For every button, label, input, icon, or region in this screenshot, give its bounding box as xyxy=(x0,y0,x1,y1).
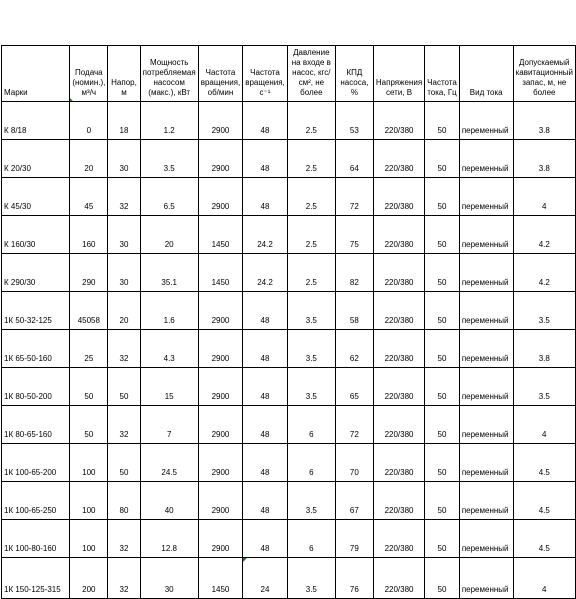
cell-efficiency[interactable]: 75 xyxy=(335,216,373,254)
header-voltage[interactable]: Напряжения сети, В xyxy=(373,46,424,102)
cell-speed-rps[interactable]: 48 xyxy=(243,368,288,406)
table-row xyxy=(2,482,576,520)
cell-pressure[interactable]: 3.5 xyxy=(287,482,335,520)
cell-pressure[interactable]: 6 xyxy=(287,444,335,482)
cell-npsh[interactable]: 4.5 xyxy=(513,482,575,520)
cell-frequency[interactable]: 50 xyxy=(425,444,460,482)
cell-brand[interactable]: 1К 80-65-160 xyxy=(2,406,70,444)
cell-pressure[interactable]: 3.5 xyxy=(287,330,335,368)
cell-speed-rps[interactable]: 48 xyxy=(243,330,288,368)
cell-speed-rps[interactable]: 48 xyxy=(243,292,288,330)
cell-frequency[interactable]: 50 xyxy=(425,520,460,558)
cell-efficiency[interactable]: 72 xyxy=(335,178,373,216)
cell-marker-icon xyxy=(243,558,247,562)
header-row xyxy=(2,46,576,102)
cell-frequency[interactable]: 50 xyxy=(425,292,460,330)
cell-frequency[interactable]: 50 xyxy=(425,368,460,406)
table-row xyxy=(2,368,576,406)
cell-brand[interactable]: К 8/18 xyxy=(2,102,70,140)
cell-speed-rps[interactable]: 24.2 xyxy=(243,254,288,292)
cell-efficiency[interactable]: 62 xyxy=(335,330,373,368)
cell-voltage[interactable]: 220/380 xyxy=(373,140,424,178)
cell-frequency[interactable]: 50 xyxy=(425,216,460,254)
header-brand[interactable]: Марки xyxy=(2,46,70,102)
cell-brand[interactable]: К 160/30 xyxy=(2,216,70,254)
cell-frequency[interactable]: 50 xyxy=(425,140,460,178)
cell-npsh[interactable]: 3.8 xyxy=(513,140,575,178)
cell-pressure[interactable]: 3.5 xyxy=(287,292,335,330)
cell-pressure[interactable]: 2.5 xyxy=(287,102,335,140)
cell-power[interactable]: 4.3 xyxy=(140,330,198,368)
table-row xyxy=(2,330,576,368)
cell-efficiency[interactable]: 53 xyxy=(335,102,373,140)
cell-head[interactable]: 20 xyxy=(108,292,140,330)
cell-speed[interactable]: 2900 xyxy=(198,406,243,444)
cell-speed-rps[interactable]: 24.2 xyxy=(243,216,288,254)
cell-brand[interactable]: 1К 150-125-315 xyxy=(2,558,70,599)
table-row xyxy=(2,102,576,140)
cell-efficiency[interactable]: 58 xyxy=(335,292,373,330)
cell-speed[interactable]: 1450 xyxy=(198,216,243,254)
header-pressure[interactable]: Давление на входе в насос, кгс/см², не более xyxy=(287,46,335,102)
cell-speed-rps[interactable]: 48 xyxy=(243,406,288,444)
cell-head[interactable]: 32 xyxy=(108,330,140,368)
cell-power[interactable]: 12.8 xyxy=(140,520,198,558)
cell-voltage[interactable]: 220/380 xyxy=(373,520,424,558)
cell-pressure[interactable]: 2.5 xyxy=(287,216,335,254)
cell-speed[interactable]: 2900 xyxy=(198,292,243,330)
cell-speed-rps[interactable]: 48 xyxy=(243,178,288,216)
cell-voltage[interactable]: 220/380 xyxy=(373,482,424,520)
cell-current-type[interactable]: переменный xyxy=(459,558,513,599)
cell-flow[interactable]: 50 xyxy=(70,406,108,444)
cell-current-type[interactable]: переменный xyxy=(459,330,513,368)
cell-efficiency[interactable]: 82 xyxy=(335,254,373,292)
cell-npsh[interactable]: 4.5 xyxy=(513,520,575,558)
header-npsh[interactable]: Допускаемый кавитационный запас, м, не более xyxy=(513,46,575,102)
cell-power[interactable]: 24.5 xyxy=(140,444,198,482)
cell-efficiency[interactable]: 70 xyxy=(335,444,373,482)
cell-pressure[interactable]: 3.5 xyxy=(287,368,335,406)
cell-power[interactable]: 6.5 xyxy=(140,178,198,216)
cell-power[interactable]: 40 xyxy=(140,482,198,520)
cell-npsh[interactable]: 3.8 xyxy=(513,102,575,140)
cell-brand[interactable]: К 45/30 xyxy=(2,178,70,216)
cell-brand[interactable]: К 20/30 xyxy=(2,140,70,178)
cell-pressure[interactable]: 2.5 xyxy=(287,178,335,216)
header-head[interactable]: Напор, м xyxy=(108,46,140,102)
cell-power[interactable]: 3.5 xyxy=(140,140,198,178)
cell-brand[interactable]: 1К 65-50-160 xyxy=(2,330,70,368)
cell-speed-rps[interactable]: 48 xyxy=(243,102,288,140)
cell-speed[interactable]: 2900 xyxy=(198,444,243,482)
cell-npsh[interactable]: 3.5 xyxy=(513,292,575,330)
cell-current-type[interactable]: переменный xyxy=(459,444,513,482)
cell-npsh[interactable]: 4 xyxy=(513,178,575,216)
cell-efficiency[interactable]: 64 xyxy=(335,140,373,178)
cell-pressure[interactable]: 2.5 xyxy=(287,140,335,178)
cell-voltage[interactable]: 220/380 xyxy=(373,292,424,330)
table-row xyxy=(2,292,576,330)
header-current-type[interactable]: Вид тока xyxy=(459,46,513,102)
table-row xyxy=(2,216,576,254)
header-power[interactable]: Мощность потребляемая насосом (макс.), кВт xyxy=(140,46,198,102)
cell-power[interactable]: 1.6 xyxy=(140,292,198,330)
cell-power[interactable]: 15 xyxy=(140,368,198,406)
cell-head[interactable]: 32 xyxy=(108,178,140,216)
cell-voltage[interactable]: 220/380 xyxy=(373,368,424,406)
cell-head[interactable]: 50 xyxy=(108,444,140,482)
cell-current-type[interactable]: переменный xyxy=(459,178,513,216)
cell-speed-rps[interactable]: 48 xyxy=(243,520,288,558)
table-row xyxy=(2,254,576,292)
cell-voltage[interactable]: 220/380 xyxy=(373,178,424,216)
cell-brand[interactable]: 1К 50-32-125 xyxy=(2,292,70,330)
cell-head[interactable]: 32 xyxy=(108,520,140,558)
cell-current-type[interactable]: переменный xyxy=(459,482,513,520)
cell-efficiency[interactable]: 67 xyxy=(335,482,373,520)
cell-flow[interactable]: 20 xyxy=(70,140,108,178)
table-row xyxy=(2,406,576,444)
cell-speed-rps[interactable]: 48 xyxy=(243,482,288,520)
cell-voltage[interactable]: 220/380 xyxy=(373,330,424,368)
cell-speed[interactable]: 2900 xyxy=(198,330,243,368)
cell-head[interactable]: 50 xyxy=(108,368,140,406)
cell-speed[interactable]: 1450 xyxy=(198,558,243,599)
table-row xyxy=(2,520,576,558)
cell-marker-icon xyxy=(70,98,73,101)
cell-brand[interactable]: 1К 100-65-200 xyxy=(2,444,70,482)
cell-power[interactable]: 7 xyxy=(140,406,198,444)
cell-frequency[interactable]: 50 xyxy=(425,558,460,599)
cell-speed[interactable]: 2900 xyxy=(198,520,243,558)
cell-current-type[interactable]: переменный xyxy=(459,254,513,292)
cell-voltage[interactable]: 220/380 xyxy=(373,558,424,599)
cell-head[interactable]: 32 xyxy=(108,558,140,599)
cell-frequency[interactable]: 50 xyxy=(425,254,460,292)
cell-efficiency[interactable]: 65 xyxy=(335,368,373,406)
cell-npsh[interactable]: 4.2 xyxy=(513,254,575,292)
table-row xyxy=(2,178,576,216)
cell-voltage[interactable]: 220/380 xyxy=(373,254,424,292)
cell-brand[interactable]: К 290/30 xyxy=(2,254,70,292)
cell-power[interactable]: 20 xyxy=(140,216,198,254)
cell-voltage[interactable]: 220/380 xyxy=(373,406,424,444)
cell-flow[interactable]: 45 xyxy=(70,178,108,216)
cell-frequency[interactable]: 50 xyxy=(425,178,460,216)
cell-pressure[interactable]: 3.5 xyxy=(287,558,335,599)
cell-current-type[interactable]: переменный xyxy=(459,216,513,254)
table-body xyxy=(2,102,576,599)
cell-frequency[interactable]: 50 xyxy=(425,330,460,368)
cell-head[interactable]: 30 xyxy=(108,254,140,292)
cell-flow[interactable]: 100 xyxy=(70,482,108,520)
cell-pressure[interactable]: 6 xyxy=(287,520,335,558)
cell-pressure[interactable]: 2.5 xyxy=(287,254,335,292)
cell-head[interactable]: 18 xyxy=(108,102,140,140)
header-speed-rps[interactable]: Частота вращения, с⁻¹ xyxy=(243,46,288,102)
cell-speed[interactable]: 2900 xyxy=(198,368,243,406)
cell-efficiency[interactable]: 76 xyxy=(335,558,373,599)
cell-brand[interactable]: 1К 100-80-160 xyxy=(2,520,70,558)
cell-head[interactable]: 30 xyxy=(108,216,140,254)
cell-current-type[interactable]: переменный xyxy=(459,406,513,444)
cell-speed[interactable]: 2900 xyxy=(198,482,243,520)
cell-speed-rps[interactable]: 48 xyxy=(243,444,288,482)
header-efficiency[interactable]: КПД насоса, % xyxy=(335,46,373,102)
table-row xyxy=(2,140,576,178)
header-speed[interactable]: Частота вращения, об/мин xyxy=(198,46,243,102)
cell-current-type[interactable]: переменный xyxy=(459,102,513,140)
cell-npsh[interactable]: 4 xyxy=(513,406,575,444)
cell-head[interactable]: 32 xyxy=(108,406,140,444)
table-row xyxy=(2,444,576,482)
cell-npsh[interactable]: 4.2 xyxy=(513,216,575,254)
cell-speed-rps[interactable]: 24 xyxy=(243,558,288,599)
cell-npsh[interactable]: 3.8 xyxy=(513,330,575,368)
cell-current-type[interactable]: переменный xyxy=(459,292,513,330)
cell-flow[interactable]: 100 xyxy=(70,520,108,558)
header-flow[interactable]: Подача (номин.), м³/ч xyxy=(70,46,108,102)
cell-brand[interactable]: 1К 80-50-200 xyxy=(2,368,70,406)
cell-voltage[interactable]: 220/380 xyxy=(373,216,424,254)
cell-speed[interactable]: 1450 xyxy=(198,254,243,292)
cell-brand[interactable]: 1К 100-65-250 xyxy=(2,482,70,520)
cell-power[interactable]: 1.2 xyxy=(140,102,198,140)
cell-efficiency[interactable]: 79 xyxy=(335,520,373,558)
cell-speed[interactable]: 2900 xyxy=(198,140,243,178)
cell-flow[interactable]: 0 xyxy=(70,102,108,140)
cell-npsh[interactable]: 4 xyxy=(513,558,575,599)
cell-frequency[interactable]: 50 xyxy=(425,102,460,140)
cell-power[interactable]: 30 xyxy=(140,558,198,599)
cell-power[interactable]: 35.1 xyxy=(140,254,198,292)
cell-speed[interactable]: 2900 xyxy=(198,102,243,140)
cell-flow[interactable]: 200 xyxy=(70,558,108,599)
cell-current-type[interactable]: переменный xyxy=(459,520,513,558)
cell-speed[interactable]: 2900 xyxy=(198,178,243,216)
cell-frequency[interactable]: 50 xyxy=(425,406,460,444)
cell-frequency[interactable]: 50 xyxy=(425,482,460,520)
cell-flow[interactable]: 290 xyxy=(70,254,108,292)
cell-npsh[interactable]: 4.5 xyxy=(513,444,575,482)
cell-current-type[interactable]: переменный xyxy=(459,368,513,406)
cell-efficiency[interactable]: 72 xyxy=(335,406,373,444)
cell-flow[interactable]: 25 xyxy=(70,330,108,368)
cell-npsh[interactable]: 3.5 xyxy=(513,368,575,406)
cell-current-type[interactable]: переменный xyxy=(459,140,513,178)
cell-flow[interactable]: 160 xyxy=(70,216,108,254)
pump-spec-table xyxy=(1,45,576,599)
cell-head[interactable]: 30 xyxy=(108,140,140,178)
cell-flow[interactable]: 100 xyxy=(70,444,108,482)
cell-pressure[interactable]: 6 xyxy=(287,406,335,444)
cell-speed-rps[interactable]: 48 xyxy=(243,140,288,178)
table-row xyxy=(2,558,576,599)
cell-flow[interactable]: 50 xyxy=(70,368,108,406)
cell-flow[interactable]: 45058 xyxy=(70,292,108,330)
header-frequency[interactable]: Частота тока, Гц xyxy=(425,46,460,102)
cell-head[interactable]: 80 xyxy=(108,482,140,520)
cell-voltage[interactable]: 220/380 xyxy=(373,102,424,140)
cell-voltage[interactable]: 220/380 xyxy=(373,444,424,482)
